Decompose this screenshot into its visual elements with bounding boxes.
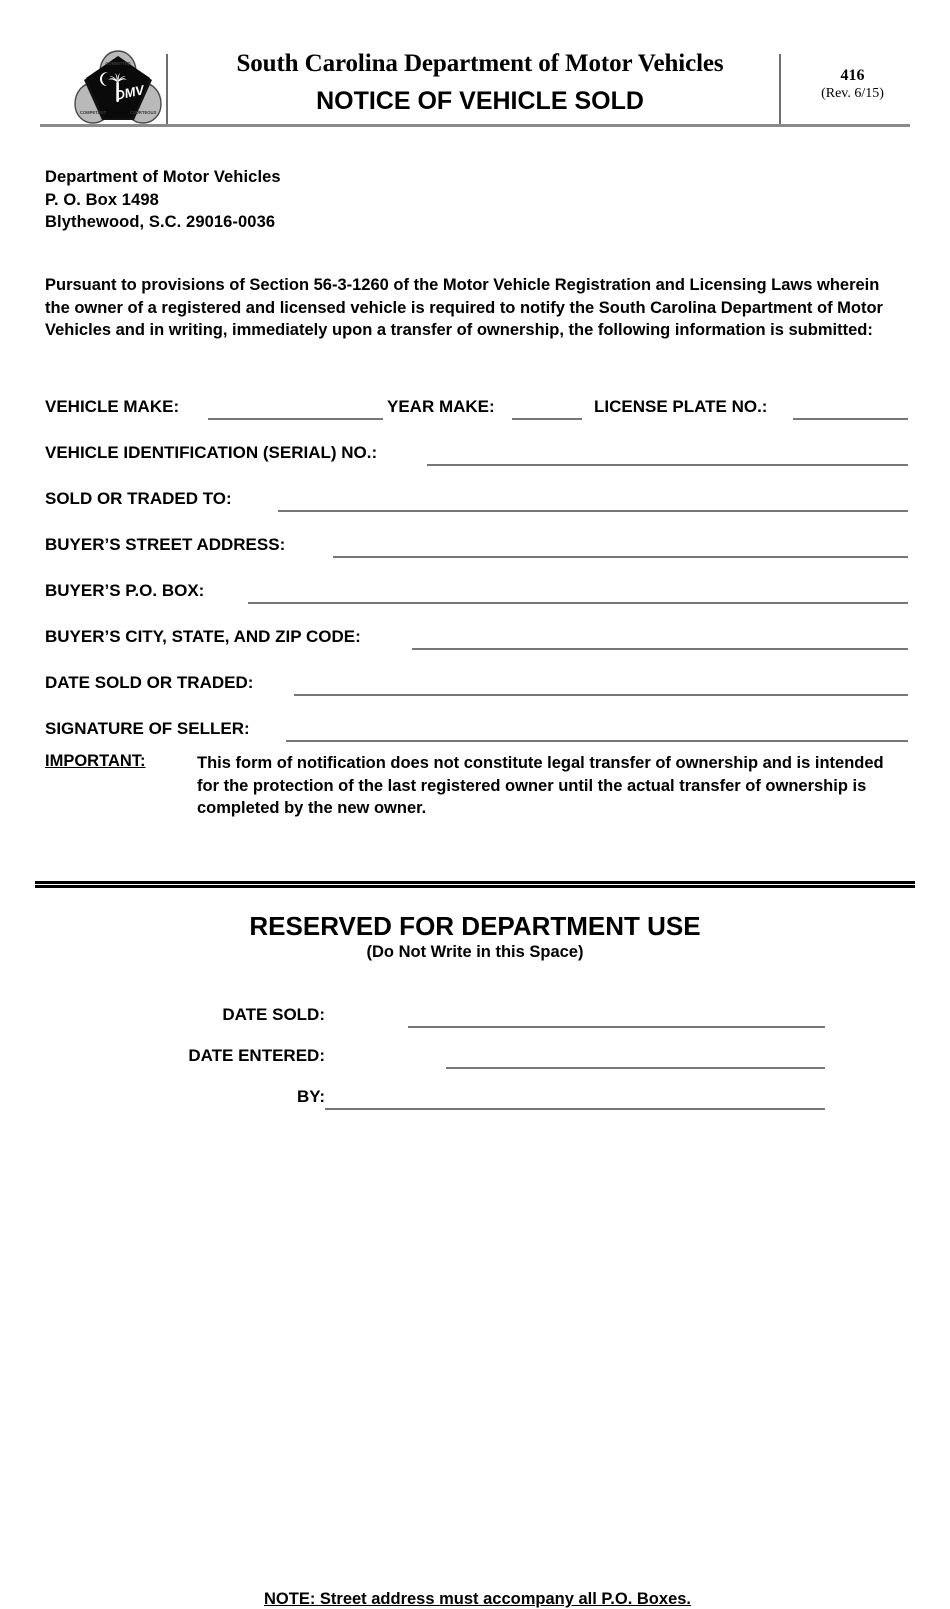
form-row-buyer-street-address: [45, 534, 910, 580]
department-use-title: RESERVED FOR DEPARTMENT USE: [249, 911, 701, 941]
input-buyer-city-state-zip[interactable]: [412, 648, 908, 650]
input-vehicle-make[interactable]: [208, 418, 383, 420]
label-buyer-street-address: BUYER’S STREET ADDRESS:: [45, 535, 286, 554]
dept-row-date-entered: [0, 1045, 950, 1086]
header-divider-left: [166, 54, 168, 124]
label-dept-by: BY:: [296, 1087, 325, 1106]
form-row-buyer-city-state-zip: [45, 626, 910, 672]
label-vehicle-make: VEHICLE MAKE:: [45, 397, 180, 416]
pursuant-paragraph: Pursuant to provisions of Section 56-3-1260 of the Motor Vehicle Registration and Licensing Laws wherein the owner of a registered and licensed vehicle is required to notify the South Carolina Department of Motor Vehicles and in writing, immediately upon a transfer of ownership, the following information is submitted:: [45, 276, 883, 339]
input-buyer-street-address[interactable]: [333, 556, 908, 558]
label-dept-date-entered: DATE ENTERED:: [188, 1046, 325, 1065]
form-row-date-sold-or-traded: [45, 672, 910, 718]
seal-text-courteous: COURTEOUS: [129, 110, 157, 115]
note-text: NOTE: Street address must accompany all P.O. Boxes.: [263, 1590, 692, 1608]
input-date-sold-or-traded[interactable]: [294, 694, 908, 696]
label-buyer-city-state-zip: BUYER’S CITY, STATE, AND ZIP CODE:: [45, 627, 361, 646]
form-fields: [45, 396, 910, 764]
section-divider: [35, 880, 915, 889]
form-number-block: [795, 66, 910, 103]
form-row-vin: [45, 442, 910, 488]
input-vehicle-identification-no[interactable]: [427, 464, 908, 466]
form-row-vehicle-make: [45, 396, 910, 442]
header-bottom-rule: [40, 124, 910, 127]
label-date-sold-or-traded: DATE SOLD OR TRADED:: [45, 673, 254, 692]
form-row-sold-or-traded-to: [45, 488, 910, 534]
seal-text-committed: COMMITTED: [105, 61, 131, 66]
department-use-subtitle: (Do Not Write in this Space): [366, 943, 584, 961]
note-line: [45, 1590, 910, 1609]
important-label: IMPORTANT:: [45, 752, 146, 770]
department-use-fields: [0, 1004, 950, 1127]
address-line-2: P. O. Box 1498: [45, 190, 159, 209]
address-line-3: Blythewood, S.C. 29016-0036: [45, 213, 276, 231]
agency-address: [45, 166, 281, 234]
form-revision: (Rev. 6/15): [821, 86, 884, 101]
important-text: This form of notification does not constitute legal transfer of ownership and is intended for the protection of the last registered owner until the actual transfer of ownership is completed by the new owner.: [197, 754, 884, 817]
input-license-plate-no[interactable]: [793, 418, 908, 420]
input-signature-of-seller[interactable]: [286, 740, 908, 742]
dept-row-date-sold: [0, 1004, 950, 1045]
seal-text-dmv: DMV: [113, 82, 146, 103]
label-year-make: YEAR MAKE:: [387, 397, 495, 416]
label-signature-of-seller: SIGNATURE OF SELLER:: [45, 719, 250, 738]
agency-title: South Carolina Department of Motor Vehicles: [236, 50, 724, 77]
dept-row-by: [0, 1086, 950, 1127]
label-sold-or-traded-to: SOLD OR TRADED TO:: [45, 489, 232, 508]
document-title: NOTICE OF VEHICLE SOLD: [316, 87, 644, 115]
form-row-buyer-po-box: [45, 580, 910, 626]
header-divider-right: [779, 54, 781, 124]
input-dept-date-entered[interactable]: [446, 1067, 825, 1069]
label-vehicle-identification-no: VEHICLE IDENTIFICATION (SERIAL) NO.:: [45, 443, 378, 462]
input-sold-or-traded-to[interactable]: [278, 510, 908, 512]
header-titles: [190, 48, 770, 118]
label-dept-date-sold: DATE SOLD:: [222, 1005, 325, 1024]
document-header: [40, 48, 910, 126]
sc-dmv-seal-icon: [72, 50, 164, 126]
label-license-plate-no: LICENSE PLATE NO.:: [594, 397, 768, 416]
address-line-1: Department of Motor Vehicles: [45, 168, 281, 186]
input-year-make[interactable]: [512, 418, 582, 420]
input-dept-date-sold[interactable]: [408, 1026, 825, 1028]
label-buyer-po-box: BUYER’S P.O. BOX:: [45, 581, 205, 600]
seal-text-competent: COMPETENT: [79, 110, 107, 115]
form-number: 416: [840, 67, 865, 84]
input-buyer-po-box[interactable]: [248, 602, 908, 604]
input-dept-by[interactable]: [325, 1108, 825, 1110]
